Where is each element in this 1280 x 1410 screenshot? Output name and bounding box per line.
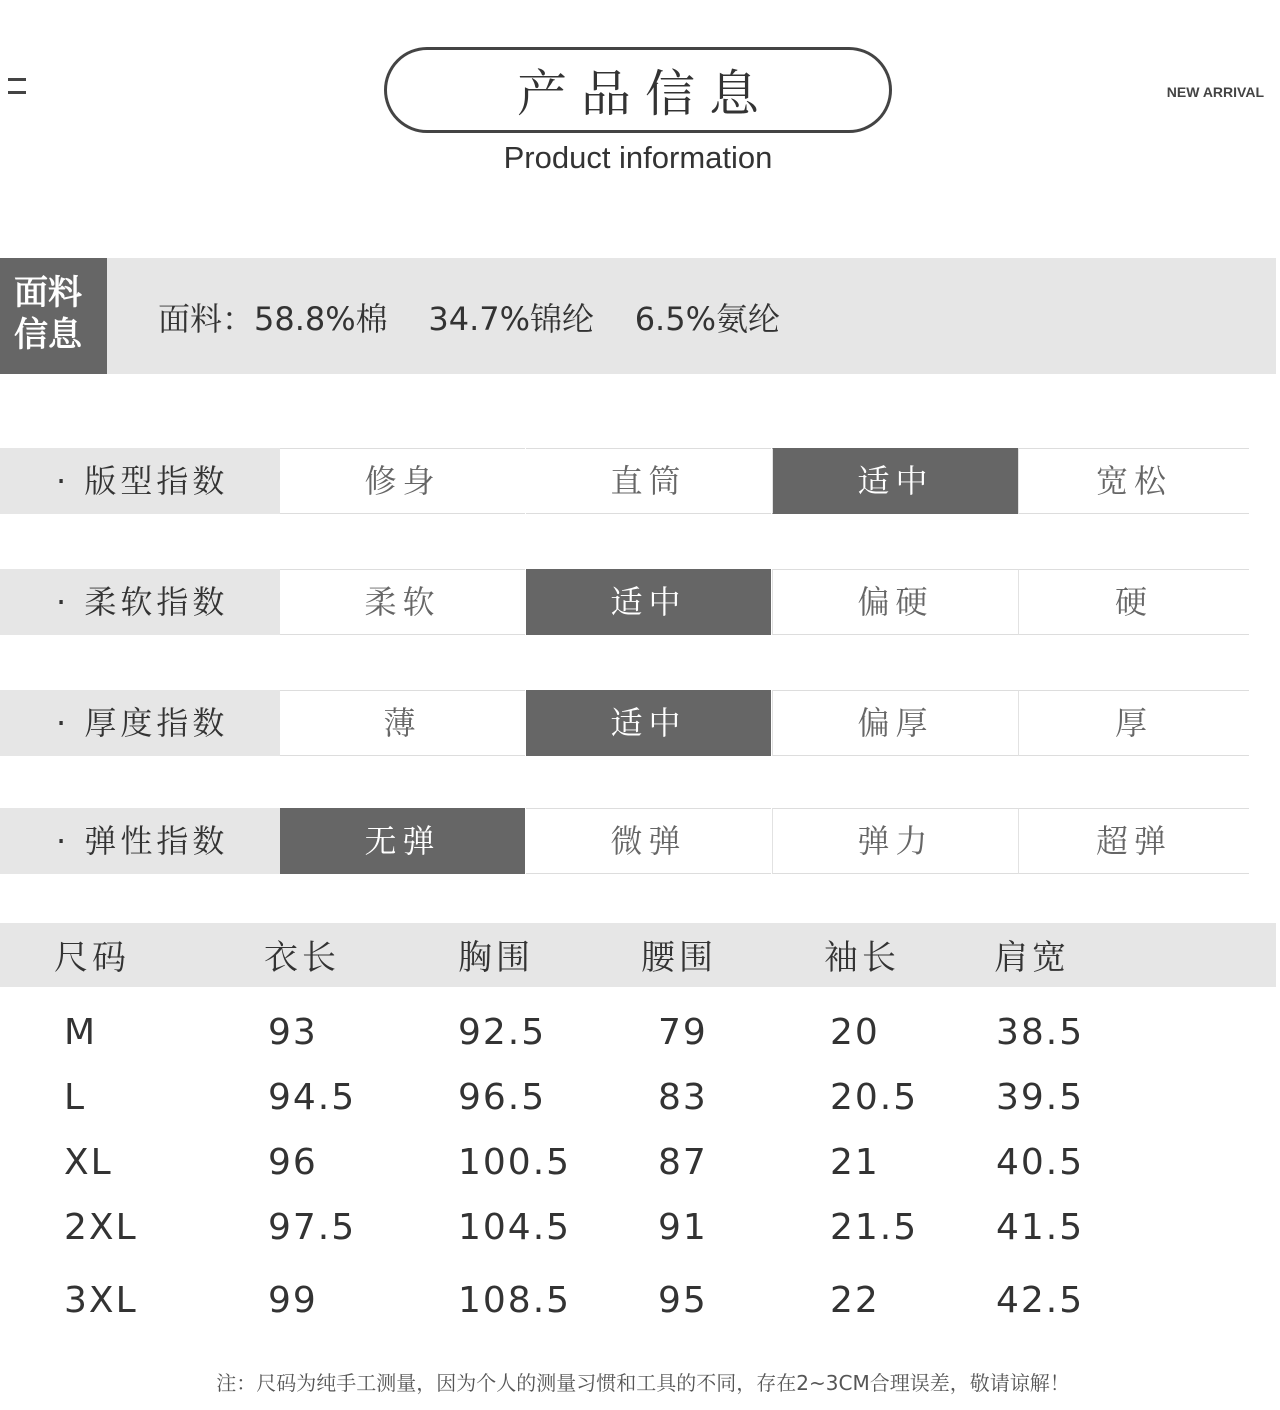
- index-row: [0, 690, 1248, 756]
- size-value-cell: 95: [658, 1280, 708, 1321]
- size-value-cell: 97.5: [268, 1207, 357, 1248]
- menu-icon: [8, 78, 28, 100]
- index-option: 超弹: [1018, 808, 1249, 874]
- size-header-cell: 腰围: [641, 938, 717, 978]
- size-value-cell: 22: [830, 1280, 880, 1321]
- index-option: 宽松: [1018, 448, 1249, 514]
- index-option: 柔软: [280, 569, 525, 635]
- index-label: · 弹性指数: [0, 808, 280, 874]
- size-value-cell: 92.5: [458, 1012, 547, 1053]
- index-option: 微弹: [526, 808, 771, 874]
- size-label-cell: M: [64, 1012, 98, 1053]
- size-value-cell: 91: [658, 1207, 708, 1248]
- size-label-cell: XL: [64, 1142, 113, 1183]
- fabric-tag-line2: 信息: [14, 315, 82, 355]
- size-value-cell: 21: [830, 1142, 880, 1183]
- new-arrival-label: NEW ARRIVAL: [1166, 84, 1264, 100]
- size-header-cell: 肩宽: [994, 938, 1070, 978]
- size-value-cell: 96.5: [458, 1077, 547, 1118]
- size-value-cell: 96: [268, 1142, 318, 1183]
- size-value-cell: 87: [658, 1142, 708, 1183]
- size-value-cell: 93: [268, 1012, 318, 1053]
- index-option: 修身: [280, 448, 525, 514]
- size-value-cell: 42.5: [996, 1280, 1085, 1321]
- table-row: [0, 1207, 1276, 1267]
- size-header-cell: 尺码: [54, 938, 130, 978]
- table-row: [0, 1012, 1276, 1072]
- fabric-tag: [0, 258, 107, 374]
- index-option: 适中: [526, 569, 771, 635]
- size-value-cell: 41.5: [996, 1207, 1085, 1248]
- index-option: 适中: [526, 690, 771, 756]
- fabric-info-band: [0, 258, 1276, 374]
- size-value-cell: 39.5: [996, 1077, 1085, 1118]
- index-option: 弹力: [772, 808, 1018, 874]
- size-value-cell: 104.5: [458, 1207, 572, 1248]
- index-label: · 厚度指数: [0, 690, 280, 756]
- size-value-cell: 108.5: [458, 1280, 572, 1321]
- index-option: 适中: [772, 448, 1018, 514]
- index-option: 硬: [1018, 569, 1249, 635]
- size-label-cell: 3XL: [64, 1280, 138, 1321]
- size-value-cell: 40.5: [996, 1142, 1085, 1183]
- size-value-cell: 94.5: [268, 1077, 357, 1118]
- table-row: [0, 1142, 1276, 1202]
- index-option: 偏硬: [772, 569, 1018, 635]
- title-badge: [384, 47, 892, 133]
- size-value-cell: 83: [658, 1077, 708, 1118]
- table-row: [0, 1077, 1276, 1137]
- size-value-cell: 38.5: [996, 1012, 1085, 1053]
- size-label-cell: L: [64, 1077, 87, 1118]
- index-option: 偏厚: [772, 690, 1018, 756]
- measurement-note: 注：尺码为纯手工测量，因为个人的测量习惯和工具的不同，存在2~3CM合理误差，敬请谅解！: [216, 1371, 1070, 1395]
- index-option: 厚: [1018, 690, 1249, 756]
- table-row: [0, 1280, 1276, 1340]
- index-row: [0, 448, 1248, 514]
- size-value-cell: 79: [658, 1012, 708, 1053]
- page-subtitle: Product information: [503, 140, 773, 175]
- index-option: 薄: [280, 690, 525, 756]
- page-title: 产品信息: [517, 65, 773, 123]
- index-label: · 柔软指数: [0, 569, 280, 635]
- size-label-cell: 2XL: [64, 1207, 138, 1248]
- index-label: · 版型指数: [0, 448, 280, 514]
- size-value-cell: 20: [830, 1012, 880, 1053]
- size-header-cell: 胸围: [458, 938, 534, 978]
- size-header-cell: 袖长: [824, 938, 900, 978]
- size-value-cell: 20.5: [830, 1077, 919, 1118]
- fabric-tag-line1: 面料: [14, 273, 82, 313]
- size-value-cell: 100.5: [458, 1142, 572, 1183]
- size-value-cell: 21.5: [830, 1207, 919, 1248]
- index-row: [0, 569, 1248, 635]
- size-table-header: [0, 923, 1276, 987]
- fabric-composition: 面料：58.8%棉 34.7%锦纶 6.5%氨纶: [158, 300, 780, 338]
- size-header-cell: 衣长: [264, 938, 340, 978]
- index-option: 无弹: [280, 808, 525, 874]
- index-row: [0, 808, 1248, 874]
- index-option: 直筒: [526, 448, 771, 514]
- size-value-cell: 99: [268, 1280, 318, 1321]
